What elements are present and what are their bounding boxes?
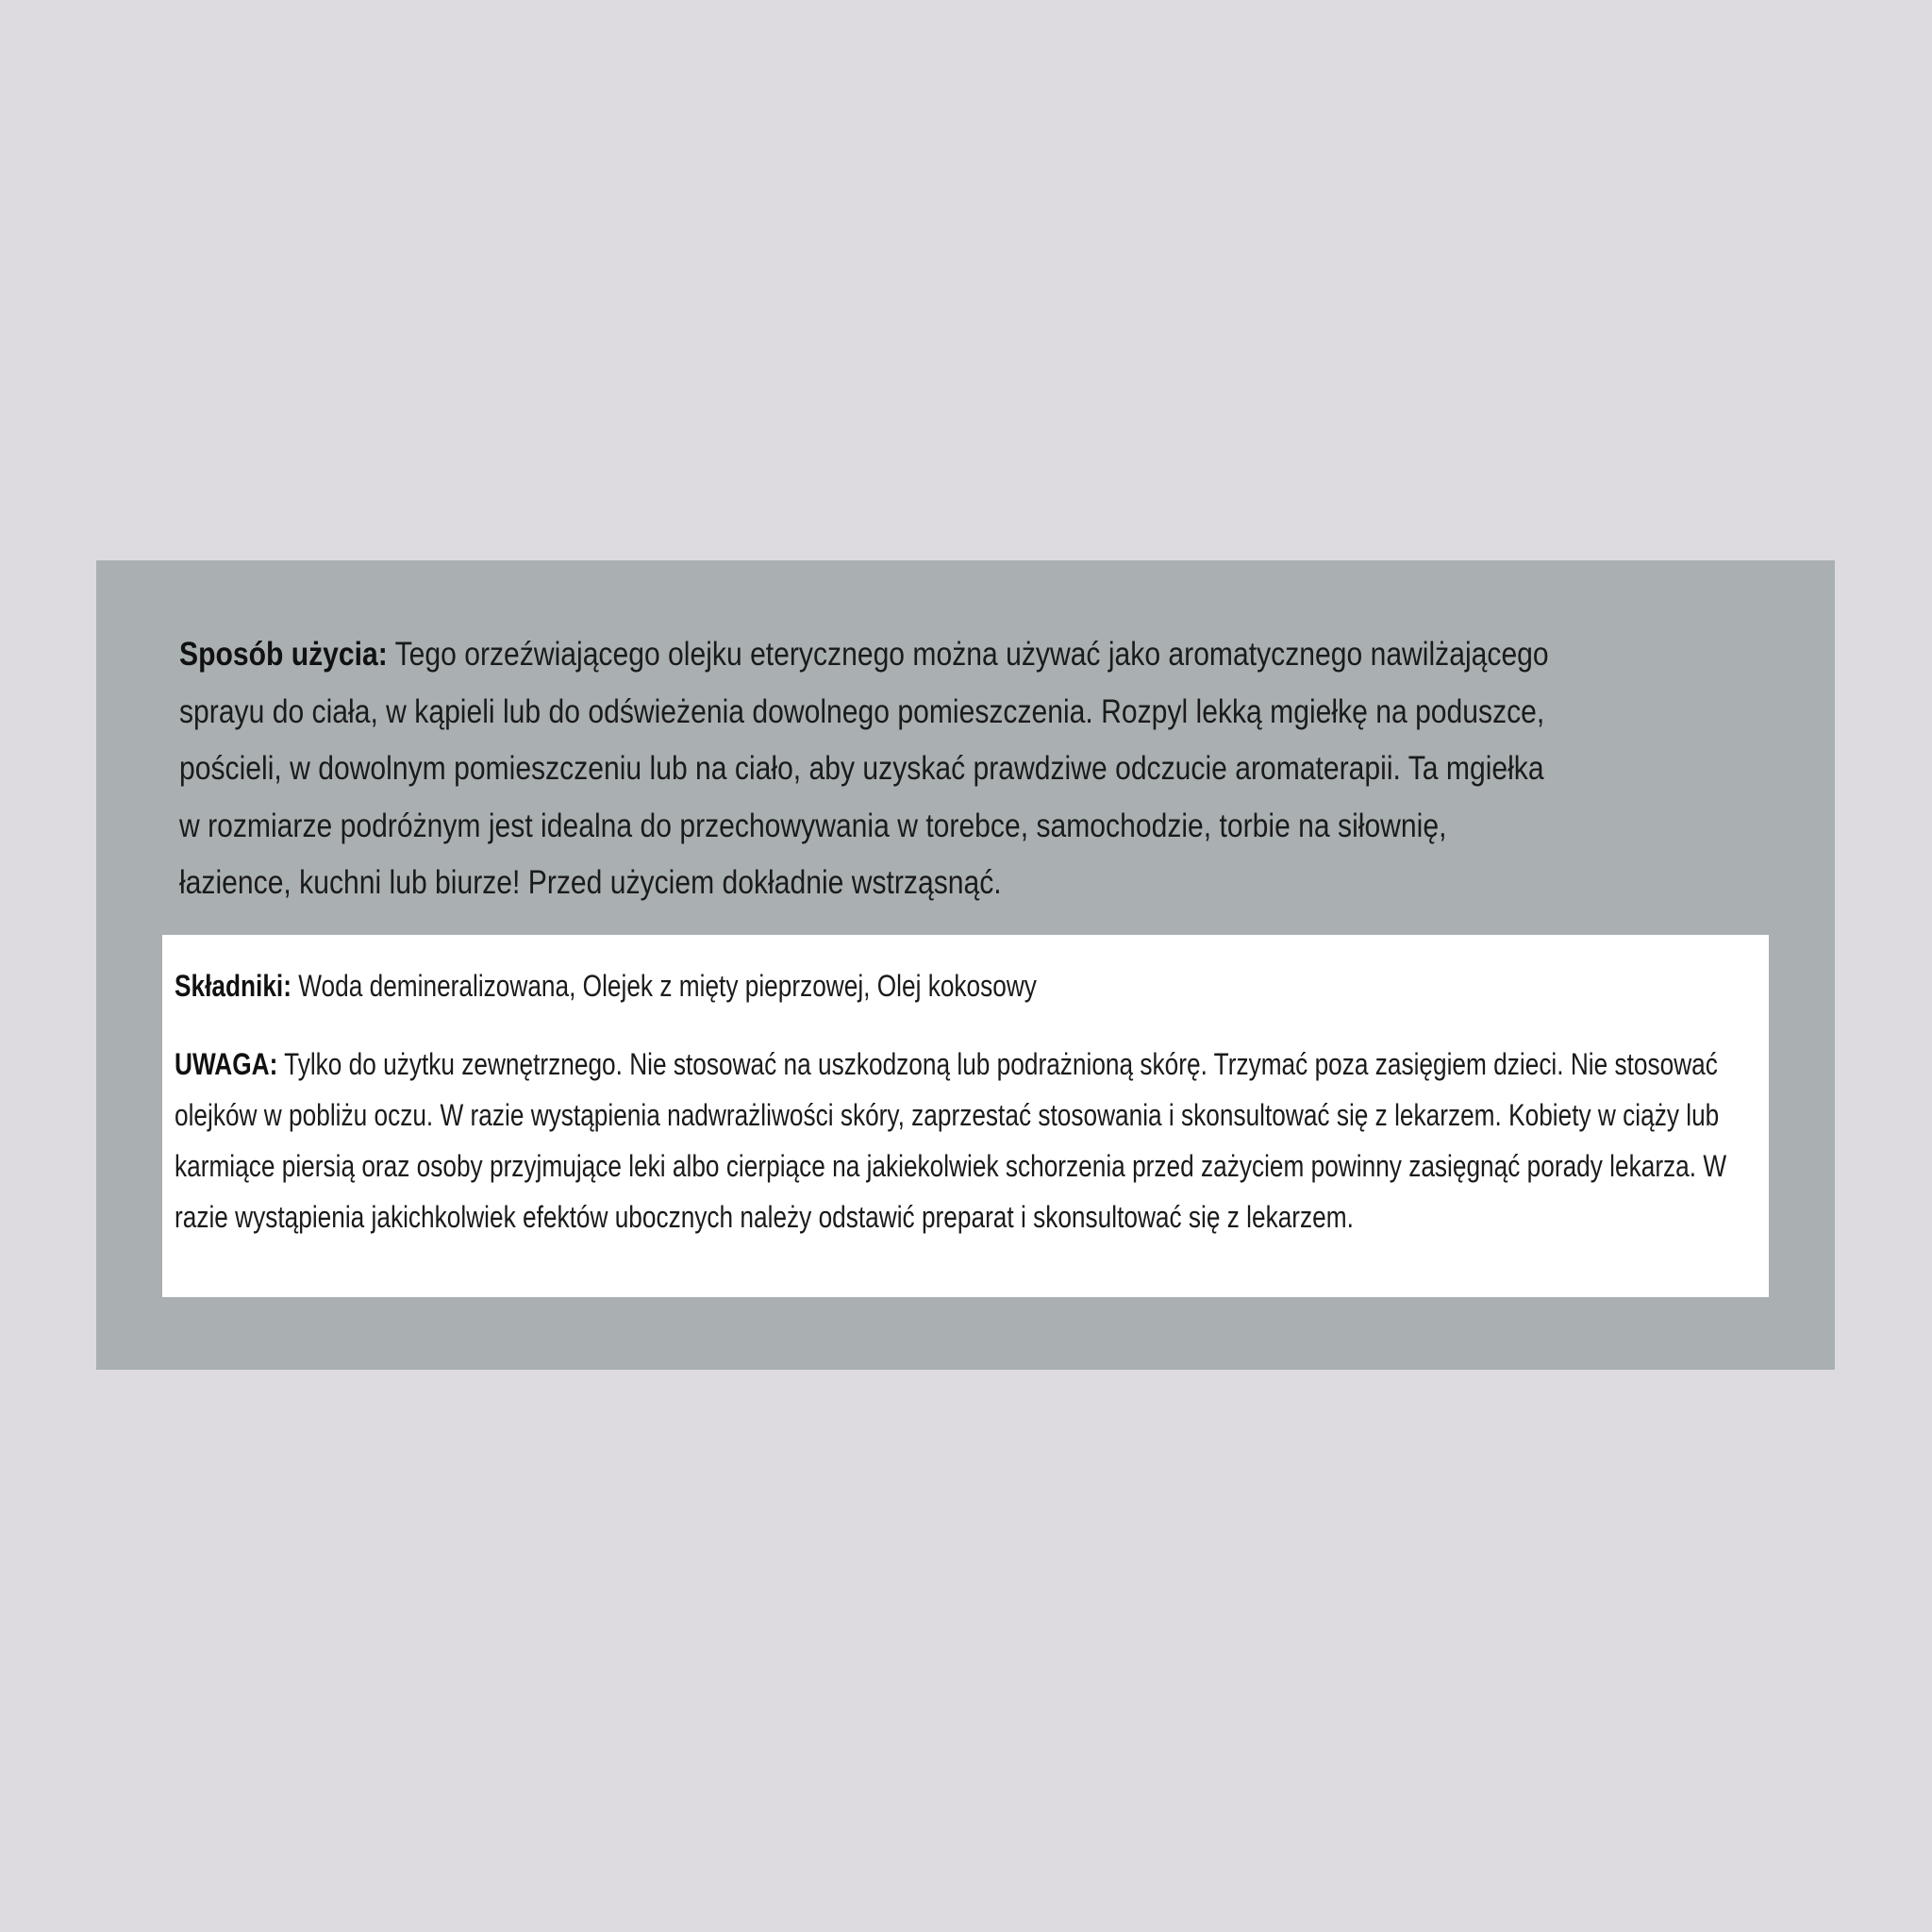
usage-text: Tego orzeźwiającego olejku eterycznego można używać jako aromatycznego nawilżającego sprayu do ciała, w kąpieli lub do odświeżenia dowolnego pomieszczenia. Rozpyl lekką mgiełkę na poduszce, pościeli, w dowolnym pomieszczeniu lub na ciało, aby uzyskać prawdziwe odczucie aromaterapii. Ta mgiełka w rozmiarze podróżnym jest idealna do przechowywania w torebce, samochodzie, torbie na siłownię, łazience, kuchni lub biurze! Przed użyciem dokładnie wstrząsnąć.: [179, 636, 1549, 901]
usage-paragraph: [179, 626, 1558, 912]
warning-text: Tylko do użytku zewnętrznego. Nie stosować na uszkodzoną lub podrażnioną skórę. Trzymać poza zasięgiem dzieci. Nie stosować olejków w pobliżu oczu. W razie wystąpienia nadwrażliwości skóry, zaprzestać stosowania i skonsultować się z lekarzem. Kobiety w ciąży lub karmiące piersią oraz osoby przyjmujące leki albo cierpiące na jakiekolwiek schorzenia przed zażyciem powinny zasięgnąć porady lekarza. W razie wystąpienia jakichkolwiek efektów ubocznych należy odstawić preparat i skonsultować się z lekarzem.: [175, 1047, 1727, 1234]
warning-paragraph: [175, 1039, 1753, 1242]
warning-label: UWAGA:: [175, 1047, 278, 1081]
usage-label: Sposób użycia:: [179, 636, 388, 673]
ingredients-paragraph: [175, 967, 1683, 1005]
ingredients-text: Woda demineralizowana, Olejek z mięty pieprzowej, Olej kokosowy: [298, 969, 1037, 1003]
product-info-panel: [96, 560, 1835, 1370]
ingredients-warning-box: [162, 935, 1769, 1297]
ingredients-label: Składniki:: [175, 969, 291, 1003]
